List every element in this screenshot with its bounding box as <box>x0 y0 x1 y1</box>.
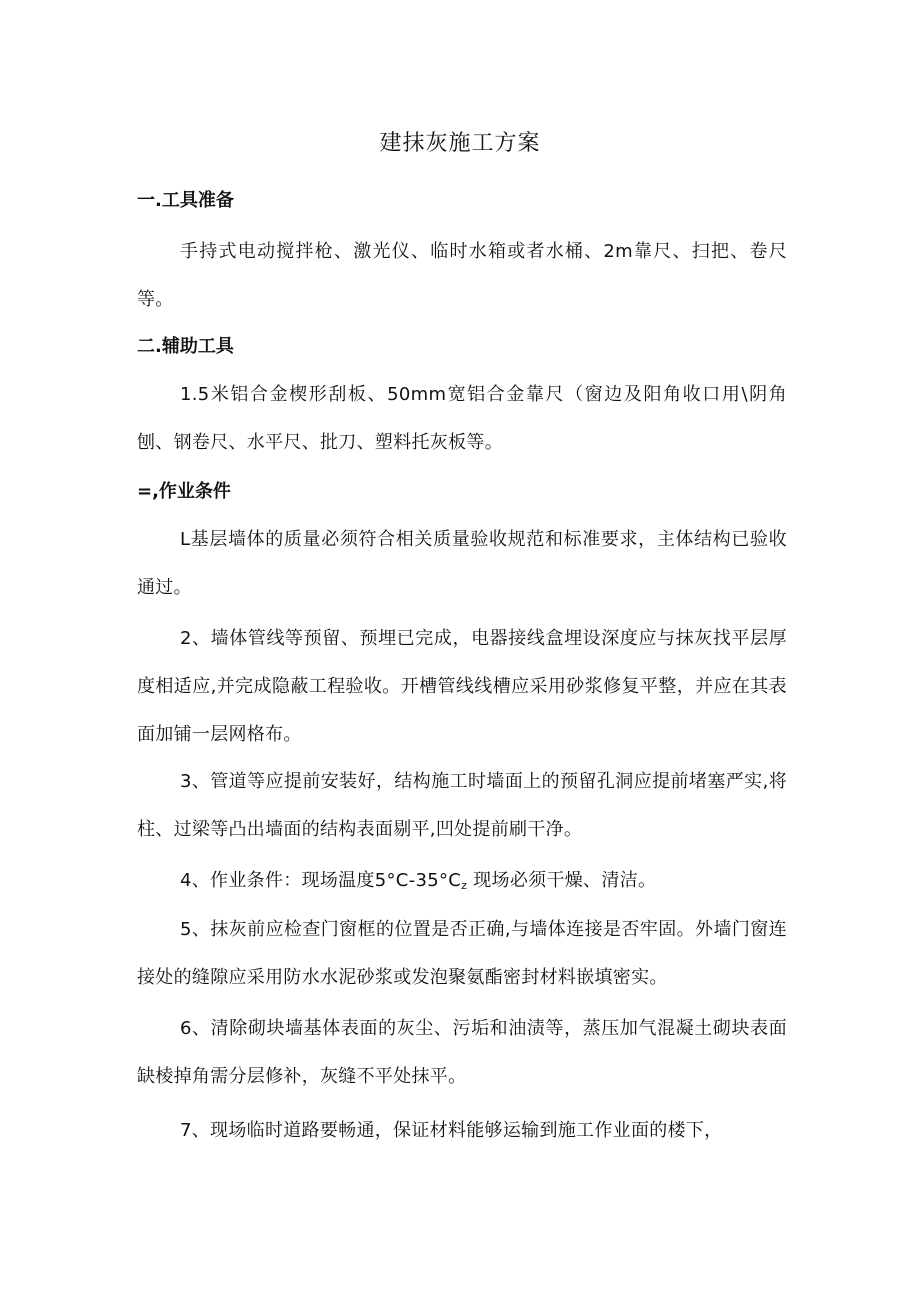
paragraph-condition-4 <box>137 857 787 910</box>
paragraph-condition-1: L基层墙体的质量必须符合相关质量验收规范和标准要求，主体结构已验收通过。 <box>137 529 787 598</box>
section-heading-aux-tools: 二.辅助工具 <box>137 336 234 357</box>
document-title: 建抹灰施工方案 <box>379 131 541 156</box>
condition-4-site-requirement: 现场必须干燥、清洁。 <box>473 870 657 891</box>
paragraph-condition-6: 6、清除砌块墙基体表面的灰尘、污垢和油渍等，蒸压加气混凝土砌块表面缺棱掉角需分层修补，灰缝不平处抹平。 <box>137 1018 787 1087</box>
paragraph-tools: 手持式电动搅拌枪、激光仪、临时水箱或者水桶、2m靠尺、扫把、卷尺等。 <box>137 241 787 310</box>
section-heading-tools: 一.工具准备 <box>137 190 234 211</box>
paragraph-condition-5: 5、抹灰前应检查门窗框的位置是否正确,与墙体连接是否牢固。外墙门窗连接处的缝隙应采用防水水泥砂浆或发泡聚氨酯密封材料嵌填密实。 <box>137 919 787 988</box>
condition-4-subscript: z <box>461 879 468 892</box>
paragraph-condition-7: 7、现场临时道路要畅通，保证材料能够运输到施工作业面的楼下， <box>180 1120 723 1141</box>
condition-4-temperature: 4、作业条件：现场温度5°C-35°C <box>180 870 462 891</box>
paragraph-aux-tools: 1.5米铝合金楔形刮板、50mm宽铝合金靠尺（窗边及阳角收口用\阴角刨、钢卷尺、水平尺、批刀、塑料托灰板等。 <box>137 384 787 453</box>
paragraph-condition-3: 3、管道等应提前安装好，结构施工时墙面上的预留孔洞应提前堵塞严实,将柱、过梁等凸出墙面的结构表面剔平,凹处提前刷干净。 <box>137 771 787 840</box>
paragraph-condition-2: 2、墙体管线等预留、预埋已完成，电器接线盒埋设深度应与抹灰找平层厚度相适应,并完成隐蔽工程验收。开槽管线线槽应采用砂浆修复平整，并应在其表面加铺一层网格布。 <box>137 628 787 745</box>
section-heading-conditions: =,作业条件 <box>137 481 231 502</box>
